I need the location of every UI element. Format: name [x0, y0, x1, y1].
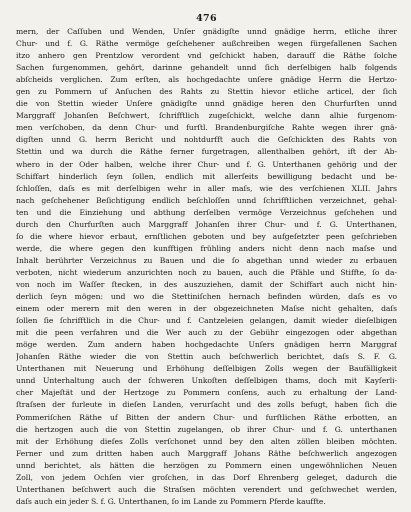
text-line: itzo anhero gen Prentzlow verordent vnd geſchickt haben, darauff die Räthe ſolche [16, 51, 397, 61]
text-line: ſtraſsen der furleute in dieſen Landen, verurſacht und des zolls befugt, haben ſich die [16, 400, 397, 410]
text-line: Sachen furgenommen, gehört, darinne gehandelt unnd ſich derſelbigen halb folgends [16, 63, 397, 73]
text-line: einem oder merern mit den weren in der obgezeichneten Maſse nicht gehalten, daſs [16, 304, 397, 314]
body-text [16, 26, 397, 508]
text-line: Zoll, von jedem Ochſen vier groſchen, in das Dorf Ehrenberg geleget, dadurch die [16, 472, 397, 482]
text-line: Unterthanen beſchwert auch die Straſsen möchten verendert und geſchwechet werden, [16, 484, 397, 494]
text-line: ſchloſſen, daſs es mit derſelbigen wehr in aller maſs, wie des verſchienen XLII. Jahrs [16, 183, 397, 193]
text-line: mit der Erhöhung dieſes Zolls verſchonet unnd bey den alten zöllen bleiben möchten. [16, 436, 397, 446]
text-line: Stettin und wa durch die Räthe ferner furgetragen, allenthalben gehört, ift der Ab- [16, 147, 397, 157]
text-line: mern, der Caſſuben und Wenden, Unſer gnädigſte unnd gnädige herrn, etliche ihrer [16, 27, 397, 36]
text-line: Chur- und f. G. Räthe vermöge geſchehener außchreiben wegen fürgefallenen Sachen [16, 39, 397, 49]
text-line: die von Stettin wieder Unſere gnädigſte unnd gnädige heren den Churfurſten unnd [16, 99, 397, 109]
text-line: durch den Churfurſten auch Marggraff Johanſen ihrer Chur- und f. G. Unterthanen, [16, 219, 397, 229]
page-number: 476 [196, 13, 217, 24]
text-line: derlich ſeyn mögen: und wo die Stettiniſchen hernach befinden würden, daſs es vo [16, 292, 397, 302]
text-line: möge werden. Zum andern haben hochgedachte Unſers gnädigen herrn Marggraf [16, 340, 397, 350]
text-line: abſcheids verglichen. Zum erſten, als hochgedachte unſere gnädige Herrn die Hertzo- [16, 75, 397, 85]
text-line: ten und die Einziehung und abthung derſelben vermöge Verzeichnus geſchehen und [16, 207, 397, 217]
text-line: die hertzogen auch die von Stettin zugelangen, ob ihrer Chur- und f. G. unterthanen [16, 424, 397, 434]
text-line: ſollen ſie ſchrifftlich in die Chur- und f. Cantzeleien gelangen, damit wieder dieſelbigen [16, 316, 397, 326]
text-line: unnd Unterhaltung auch der ſchweren Unkoſten deſſelbigen thams, doch mit Kayſerli- [16, 376, 397, 386]
text-line: Pommeriſchen Räthe uf Bitten der andern Chur- und furſtlichen Räthe erbotten, an [16, 412, 397, 422]
text-line: werde, die where gegen den kunfftigen frühling anders nicht denn nach maſse und [16, 243, 397, 253]
text-line: gen zu Pommern uf Anſuchen des Rahts zu Stettin hievor etliche articel, der ſich [16, 87, 397, 97]
text-line: Marggraff Johanſen Beſchwert, ſchrifftlich zugeſchickt, welche dann alhie furgenom- [16, 111, 397, 121]
text-line: von noch im Waſſer ſtecken, in des auszuziehen, damit der Schiffart auch nicht hin- [16, 279, 397, 289]
text-line: digſten unnd G. herrn Bericht und nohtdurfft auch die Geſchickten des Rahts von [16, 135, 397, 145]
text-line: mit die peen verfahren und die Wer auch zu der Gebühr eingezogen oder abgethan [16, 328, 397, 338]
text-line: Ferner und zum dritten haben auch Marggraff Johans Räthe beſchwerlich angezogen [16, 448, 397, 458]
text-line: unnd berichtet, als hätten die herzögen zu Pommern einen ungewöhnlichen Neuen [16, 460, 397, 470]
text-line: Schiffart hinderlich ſeyn ſollen, endlich mit allerſeits bewilligung bedacht und be- [16, 171, 397, 181]
text-line: Unterthanen mit Neuerung und Erhöhung deſſelbigen Zolls wegen der Baufälligkeit [16, 364, 397, 374]
text-line: verboten, nicht wiederum anzurichten noch zu bauen, auch die Pfähle und Stiffte, ſo da- [16, 267, 397, 277]
text-line: daſs auch ein jeder S. f. G. Unterthanen, ſo im Lande zu Pommern Pferde kauffte. [16, 496, 326, 506]
text-line: Inhalt berührter Verzeichnus zu Bauen und die ſo abgethan unnd wieder zu erbauen [16, 255, 397, 265]
text-line: men verſchoben, da denn Chur- und furſtl. Brandenburgiſche Rahte wegen ihrer gnä- [16, 123, 397, 133]
text-line: ſo die where hievor erbaut, ernſtlichen geboten und bey aufgeſetzter peen geſchrieben [16, 231, 397, 241]
text-line: cher Majeſtät und der Hertzoge zu Pommern conſens, auch zu erhaltung der Land- [16, 388, 397, 398]
text-line: nach geſchehener Beſichtigung endlich beſchloſſen unnd ſchrifftlichen verzeichnet, gehal- [16, 195, 397, 205]
text-line: whero in der Oder halben, welche ihrer Chur- und f. G. Unterthanen gehörig und der [16, 159, 397, 169]
text-line: Johanſen Räthe wieder die von Stettin auch beſchwerlich berichtet, daſs S. F. G. [16, 352, 397, 362]
